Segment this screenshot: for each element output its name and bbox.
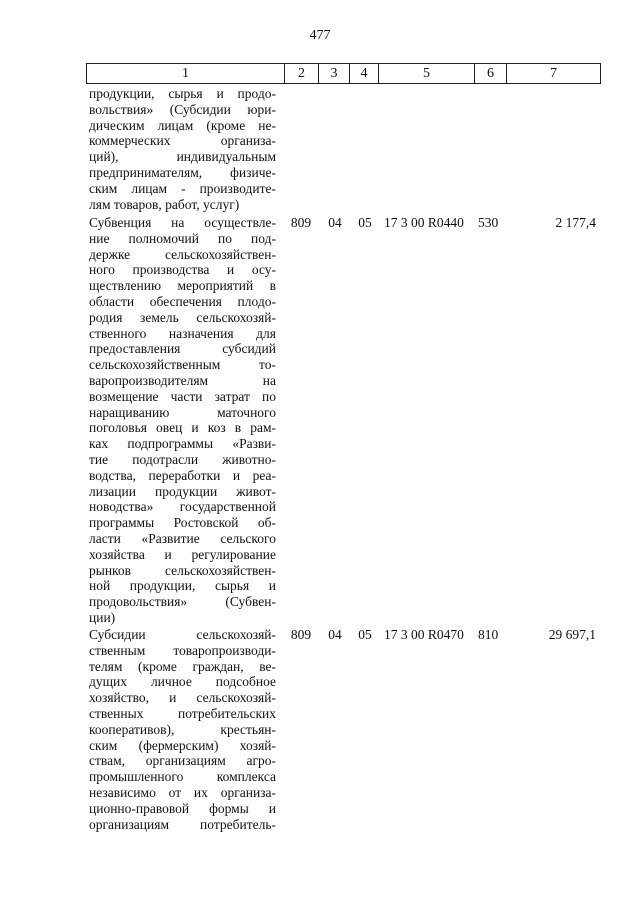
desc-line: кооперативов), крестьян-: [89, 721, 276, 737]
cell-amount: 2 177,4: [555, 215, 596, 230]
desc-line: дущих личное подсобное: [89, 674, 276, 690]
cell-ministry-code: 809: [290, 627, 312, 642]
desc-line: независимо от их организа-: [89, 784, 276, 800]
desc-line: промышленного комплекса: [89, 769, 276, 785]
desc-line: наращиванию маточного: [89, 404, 276, 420]
desc-line: ским лицам - производите-: [89, 180, 276, 196]
desc-line: ственного назначения для: [89, 325, 276, 341]
desc-line: ках подпрограммы «Разви-: [89, 436, 276, 452]
cell-section: 04: [328, 215, 342, 230]
desc-line: возмещение части затрат по: [89, 388, 276, 404]
desc-line: ласти «Развитие сельского: [89, 530, 276, 546]
desc-line: продовольствия» (Субвен-: [89, 594, 276, 610]
desc-line: держке сельскохозяйствен-: [89, 246, 276, 262]
desc-line: ским (фермерским) хозяй-: [89, 737, 276, 753]
cell-subsection: 05: [358, 215, 372, 230]
header-col-3: 3: [319, 64, 350, 83]
page-number: 477: [309, 28, 331, 43]
desc-line: водства, переработки и реа-: [89, 467, 276, 483]
desc-line: организациям потребитель-: [89, 816, 276, 832]
desc-line: ственным товаропроизводи-: [89, 642, 276, 658]
cell-expense-type: 530: [478, 215, 499, 230]
desc-line: Субвенция на осуществле-: [89, 215, 276, 230]
desc-line: Субсидии сельскохозяй-: [89, 627, 276, 642]
desc-line: предпринимателям, физиче-: [89, 164, 276, 180]
desc-line: новодства» государственной: [89, 499, 276, 515]
cell-target-article: 17 3 00 R0440: [384, 215, 464, 230]
cell-amount: 29 697,1: [548, 627, 596, 642]
header-col-6: 6: [475, 64, 507, 83]
desc-line: хозяйство, и сельскохозяй-: [89, 690, 276, 706]
desc-line: продукции, сырья и продо-: [89, 86, 276, 101]
header-col-7: 7: [507, 64, 601, 83]
desc-line: ционно-правовой формы и: [89, 800, 276, 816]
desc-line: ние полномочий по под-: [89, 230, 276, 246]
desc-line: ществлению мероприятий в: [89, 278, 276, 294]
row-description-subsidies: [89, 627, 276, 832]
desc-line: тие подотрасли животно-: [89, 451, 276, 467]
header-col-2: 2: [285, 64, 319, 83]
desc-line: сельскохозяйственным то-: [89, 357, 276, 373]
cell-target-article: 17 3 00 R0470: [384, 627, 464, 642]
cell-subsection: 05: [358, 627, 372, 642]
cell-ministry-code: 809: [290, 215, 312, 230]
header-col-4: 4: [350, 64, 379, 83]
desc-line: предоставления субсидий: [89, 341, 276, 357]
desc-line: хозяйства и регулирование: [89, 546, 276, 562]
desc-line: поголовья овец и коз в рам-: [89, 420, 276, 436]
cell-section: 04: [328, 627, 342, 642]
desc-line: вольствия» (Субсидии юри-: [89, 101, 276, 117]
desc-line: родия земель сельскохозяй-: [89, 309, 276, 325]
desc-line: рынков сельскохозяйствен-: [89, 562, 276, 578]
desc-line: ного производства и осу-: [89, 262, 276, 278]
header-col-5: 5: [379, 64, 475, 83]
desc-line: ции): [89, 609, 116, 625]
row-description-continued: [89, 86, 276, 212]
desc-line: ной продукции, сырья и: [89, 578, 276, 594]
desc-line: лям товаров, работ, услуг): [89, 196, 240, 212]
cell-expense-type: 810: [478, 627, 499, 642]
table-header-row: [86, 63, 601, 84]
desc-line: области обеспечения плодо-: [89, 293, 276, 309]
desc-line: ствам, организациям агро-: [89, 753, 276, 769]
desc-line: варопроизводителям на: [89, 372, 276, 388]
desc-line: коммерческих организа-: [89, 133, 276, 149]
row-description-subvention: [89, 215, 276, 626]
header-col-1: 1: [87, 64, 285, 83]
desc-line: лизации продукции живот-: [89, 483, 276, 499]
desc-line: программы Ростовской об-: [89, 515, 276, 531]
desc-line: телям (кроме граждан, ве-: [89, 658, 276, 674]
desc-line: ций), индивидуальным: [89, 149, 276, 165]
desc-line: ственных потребительских: [89, 705, 276, 721]
desc-line: дическим лицам (кроме не-: [89, 117, 276, 133]
